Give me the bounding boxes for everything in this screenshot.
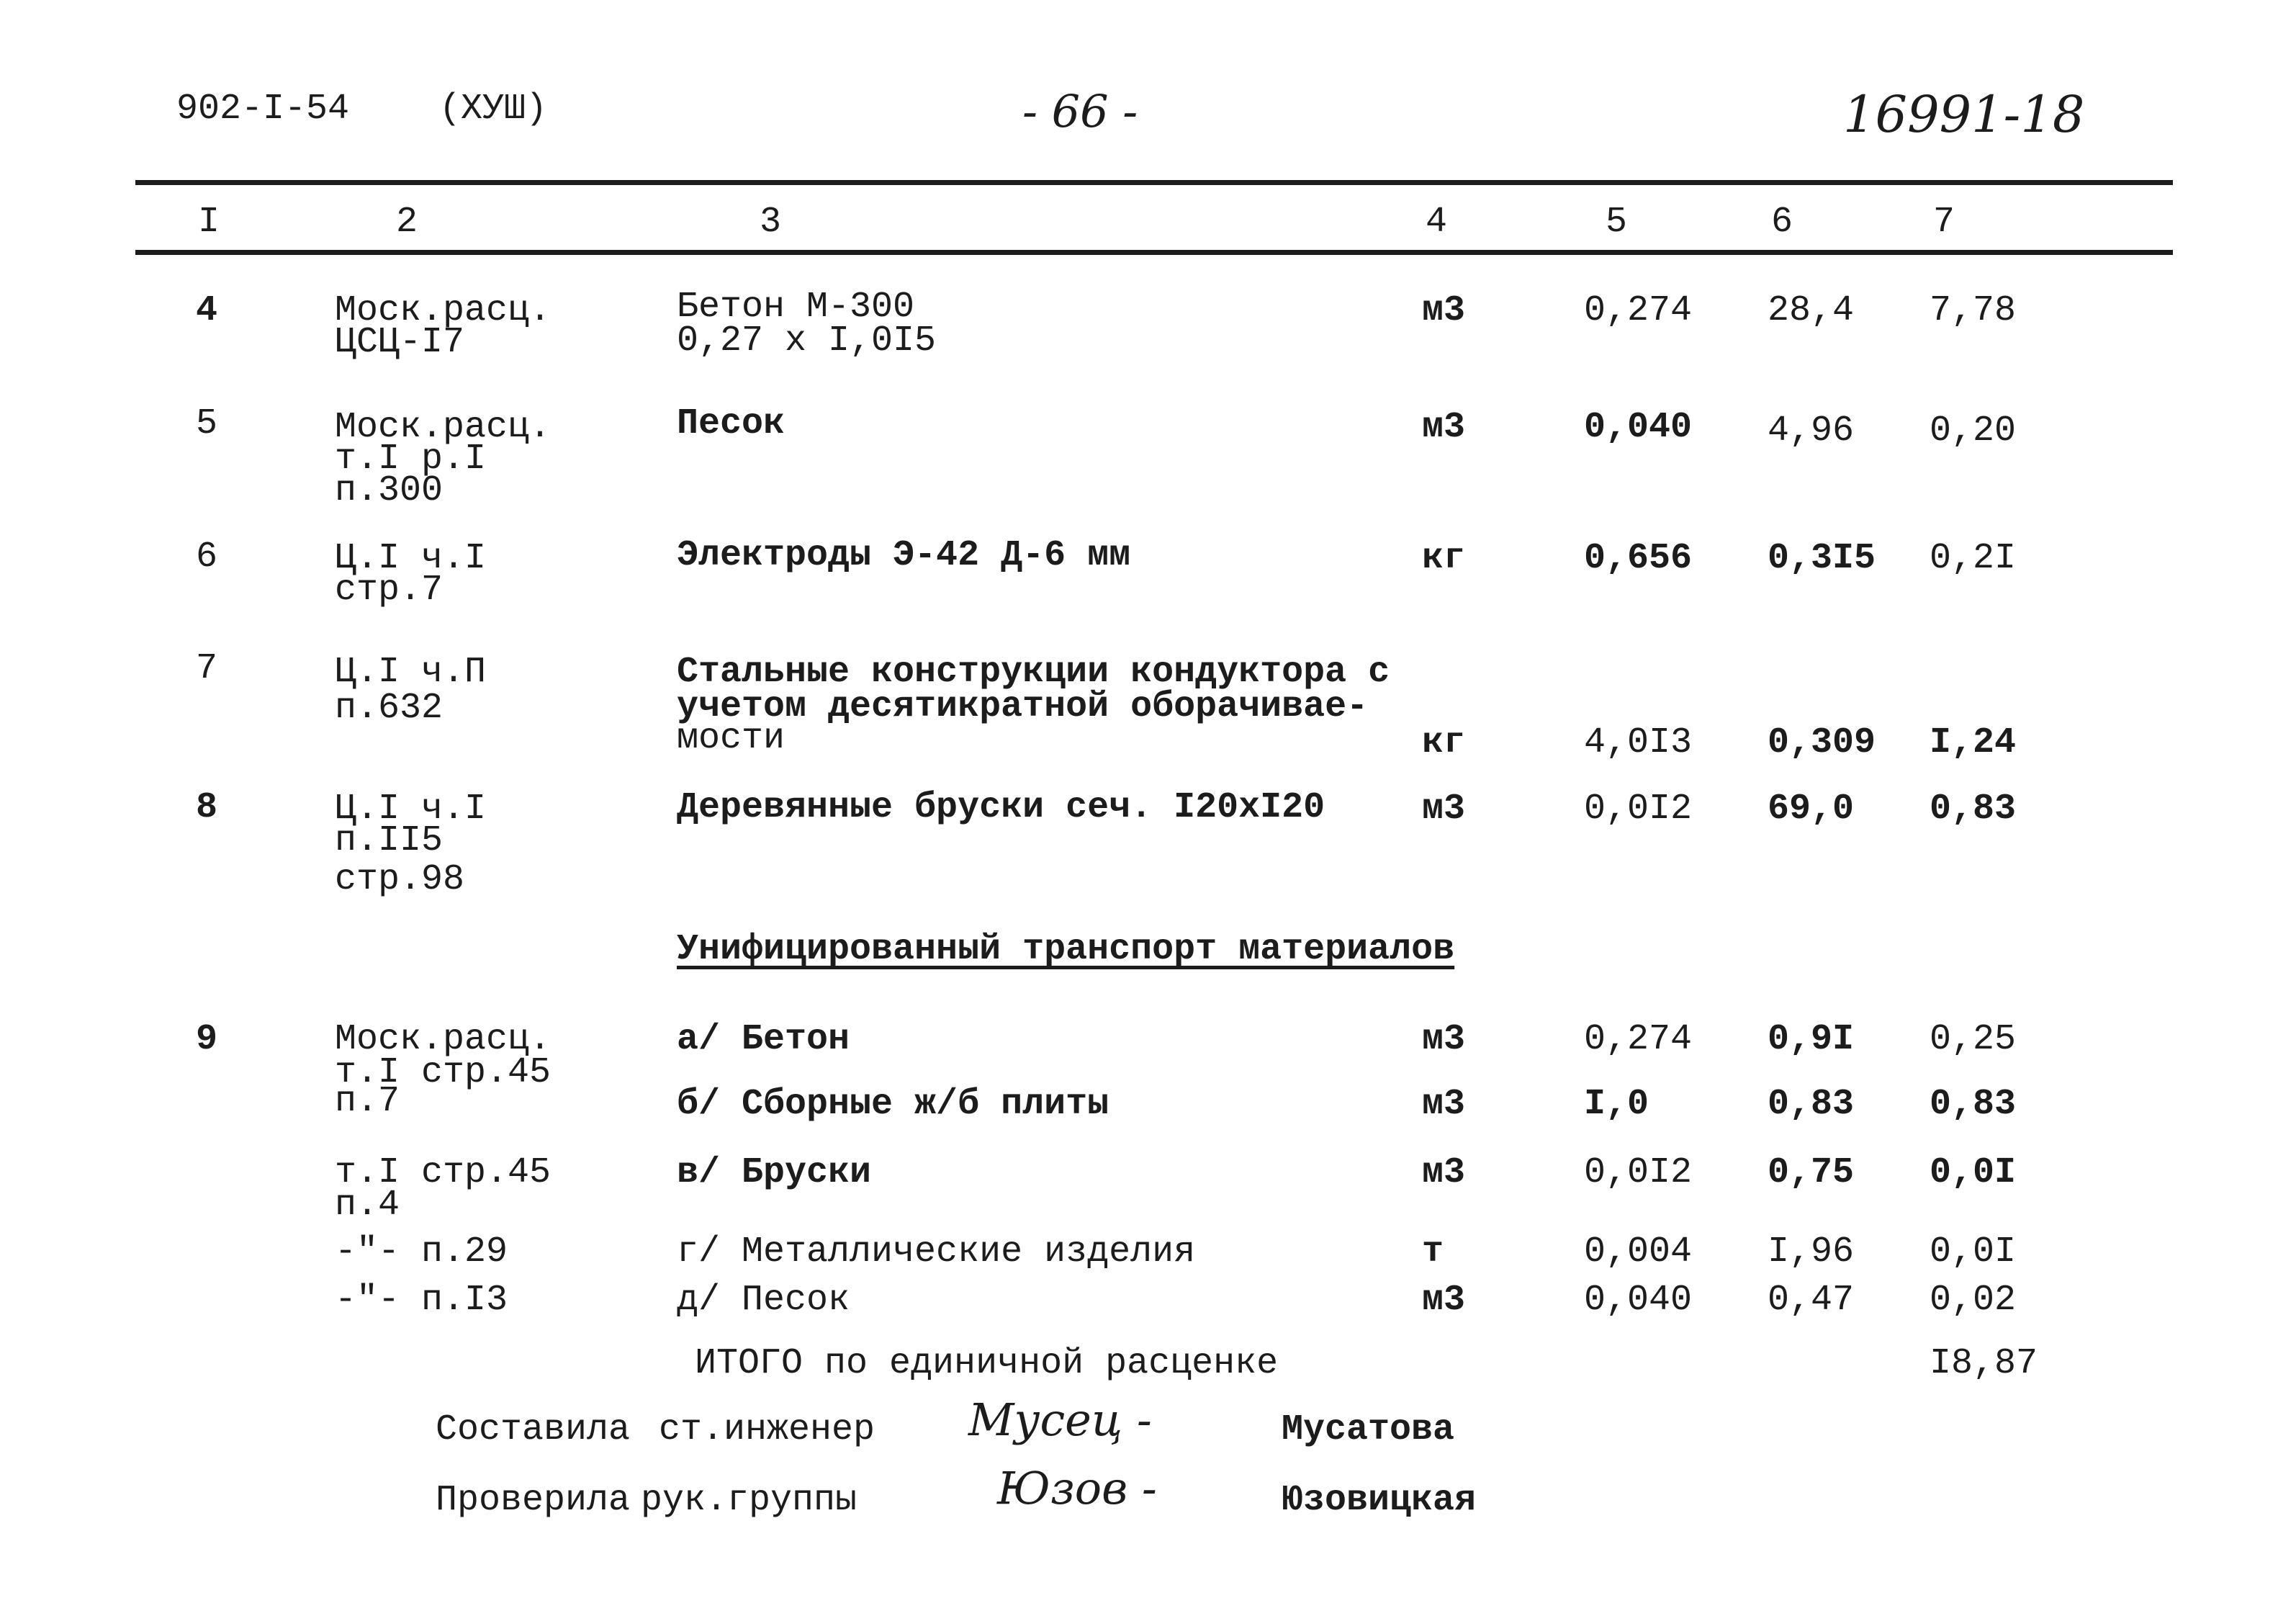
item-total: 0,02: [1930, 1280, 2017, 1321]
item-price: 0,47: [1768, 1280, 1855, 1321]
row-number: 8: [196, 787, 218, 828]
handwritten-signature: Мусец -: [968, 1393, 1152, 1446]
row-source-line: п.300: [335, 470, 444, 511]
volume-label: (ХУШ): [439, 89, 548, 130]
row-total: I,24: [1930, 722, 2017, 763]
signature-action: Составила: [436, 1409, 631, 1450]
item-price: 0,9I: [1768, 1019, 1855, 1060]
item-total: 0,25: [1930, 1019, 2017, 1060]
item-unit: м3: [1422, 1084, 1466, 1125]
item-name: г/ Металлические изделия: [677, 1231, 1196, 1272]
transport-source-line: п.7: [335, 1081, 400, 1122]
row-number: 6: [196, 537, 218, 578]
row-name-line: 0,27 х I,0I5: [677, 320, 937, 362]
row-name-line: мости: [677, 718, 785, 759]
signature-position: рук.группы: [641, 1480, 857, 1521]
handwritten-signature: Юзов -: [997, 1462, 1157, 1514]
row-source-line: стр.98: [335, 859, 465, 900]
item-total: 0,0I: [1930, 1152, 2017, 1193]
transport-source-line: т.I стр.45: [335, 1152, 552, 1193]
transport-source-line: Моск.расц.: [335, 1019, 552, 1060]
item-name: а/ Бетон: [677, 1019, 850, 1060]
signer-name: Мусатова: [1282, 1409, 1455, 1450]
item-quantity: I,0: [1584, 1084, 1649, 1125]
column-header-3: 3: [759, 202, 781, 243]
row-price: 0,309: [1768, 722, 1876, 763]
row-name-line: Песок: [677, 403, 785, 444]
row-unit: м3: [1422, 789, 1466, 830]
item-total: 0,0I: [1930, 1231, 2017, 1272]
row-price: 28,4: [1768, 290, 1855, 331]
transport-source-line: -"- п.29: [335, 1231, 508, 1272]
row-quantity: 0,040: [1584, 407, 1693, 448]
transport-source-line: -"- п.I3: [335, 1280, 508, 1321]
row-source-line: Ц.I ч.П: [335, 652, 487, 693]
inventory-number: 16991-18: [1843, 85, 2085, 144]
row-source-line: ЦСЦ-I7: [335, 322, 465, 363]
row-number: 4: [196, 290, 218, 331]
transport-source-line: т.I стр.45: [335, 1052, 552, 1093]
total-value: I8,87: [1930, 1343, 2038, 1384]
signer-name: Юзовицкая: [1282, 1480, 1477, 1521]
column-header-1: I: [197, 202, 220, 243]
item-quantity: 0,004: [1584, 1231, 1693, 1272]
row-name-line: учетом десятикратной оборачивае-: [677, 686, 1369, 727]
item-price: 0,83: [1768, 1084, 1855, 1125]
row-source-line: п.II5: [335, 820, 444, 861]
row-name-line: Стальные конструкции кондуктора с: [677, 652, 1390, 693]
item-name: б/ Сборные ж/б плиты: [677, 1084, 1109, 1125]
signature-action: Проверила: [436, 1480, 631, 1521]
item-name: д/ Песок: [677, 1280, 850, 1321]
item-total: 0,83: [1930, 1084, 2017, 1125]
item-quantity: 0,274: [1584, 1019, 1693, 1060]
row-total: 7,78: [1930, 290, 2017, 331]
row-name-line: Деревянные бруски сеч. I20хI20: [677, 787, 1325, 828]
section-title: Унифицированный транспорт материалов: [677, 929, 1455, 970]
row-unit: кг: [1422, 538, 1466, 579]
row-unit: м3: [1422, 290, 1466, 331]
row-quantity: 0,274: [1584, 290, 1693, 331]
row-source-line: Моск.расц.: [335, 290, 552, 331]
item-unit: м3: [1422, 1280, 1466, 1321]
row-price: 4,96: [1768, 410, 1855, 452]
row-number: 7: [196, 648, 218, 689]
row-source-line: стр.7: [335, 570, 444, 611]
item-unit: м3: [1422, 1019, 1466, 1060]
column-header-7: 7: [1932, 202, 1955, 243]
column-header-4: 4: [1425, 202, 1447, 243]
row-total: 0,83: [1930, 789, 2017, 830]
row-quantity: 0,0I2: [1584, 789, 1693, 830]
row-price: 0,3I5: [1768, 538, 1876, 579]
row-name-line: Электроды Э-42 Д-6 мм: [677, 535, 1131, 576]
row-number: 5: [196, 403, 218, 444]
signature-position: ст.инженер: [659, 1409, 875, 1450]
column-header-2: 2: [395, 202, 418, 243]
row-price: 69,0: [1768, 789, 1855, 830]
row-source-line: Ц.I ч.I: [335, 789, 487, 830]
row-unit: кг: [1422, 722, 1466, 763]
item-unit: т: [1422, 1231, 1444, 1272]
total-label: ИТОГО по единичной расценке: [695, 1343, 1279, 1384]
table-top-rule: [135, 180, 2173, 185]
document-code: 902-I-54: [176, 89, 350, 130]
row-source-line: Ц.I ч.I: [335, 538, 487, 579]
item-name: в/ Бруски: [677, 1152, 872, 1193]
row-quantity: 4,0I3: [1584, 722, 1693, 763]
transport-source-line: п.4: [335, 1185, 400, 1226]
item-quantity: 0,040: [1584, 1280, 1693, 1321]
row-name-line: Бетон М-300: [677, 287, 915, 328]
table-header-rule: [135, 250, 2173, 255]
column-header-5: 5: [1605, 202, 1627, 243]
row-source-line: Моск.расц.: [335, 407, 552, 448]
row-number: 9: [196, 1019, 218, 1060]
row-quantity: 0,656: [1584, 538, 1693, 579]
column-header-6: 6: [1770, 202, 1793, 243]
row-unit: м3: [1422, 407, 1466, 448]
row-source-line: т.I р.I: [335, 439, 487, 480]
row-total: 0,2I: [1930, 538, 2017, 579]
item-quantity: 0,0I2: [1584, 1152, 1693, 1193]
row-total: 0,20: [1930, 410, 2017, 452]
item-unit: м3: [1422, 1152, 1466, 1193]
page-number: - 66 -: [1022, 85, 1138, 138]
row-source-line: п.632: [335, 688, 444, 729]
item-price: 0,75: [1768, 1152, 1855, 1193]
item-price: I,96: [1768, 1231, 1855, 1272]
